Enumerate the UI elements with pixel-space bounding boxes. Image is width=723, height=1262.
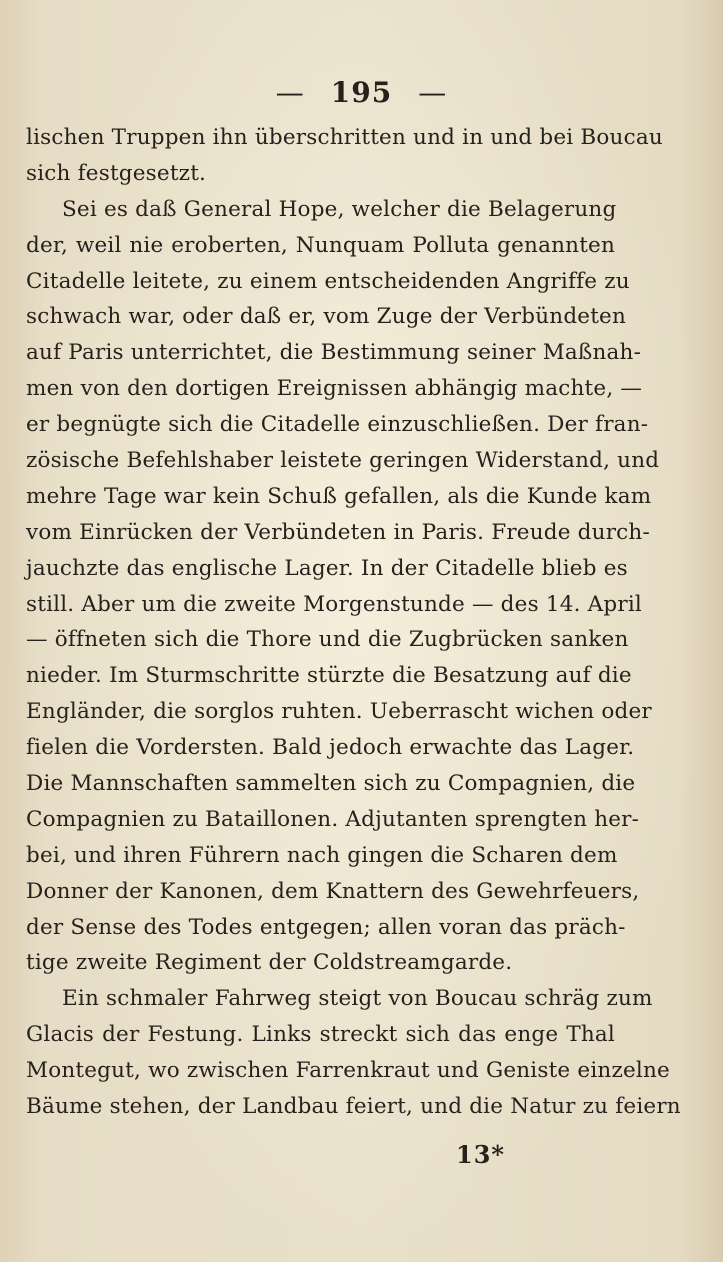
text-line: still. Aber um die zweite Morgenstunde — des 14. April (26, 591, 642, 617)
text-line: zösische Befehlshaber leistete geringen Widerstand, und (26, 448, 660, 474)
text-line: bei, und ihren Führern nach gingen die Scharen dem (26, 842, 618, 868)
page-header (0, 76, 723, 109)
text-line: Compagnien zu Bataillonen. Adjutanten sprengten her- (26, 806, 640, 832)
text-line: Glacis der Festung. Links streckt sich das enge Thal (26, 1022, 615, 1048)
text-line: nieder. Im Sturmschritte stürzte die Besatzung auf die (26, 663, 632, 689)
text-line: der Sense des Todes entgegen; allen voran das präch- (26, 914, 626, 940)
page-number: 195 (330, 76, 393, 109)
text-line: vom Einrücken der Verbündeten in Paris. Freude durch- (26, 519, 650, 545)
text-line: tige zweite Regiment der Coldstreamgarde. (26, 950, 513, 976)
text-line: Montegut, wo zwischen Farrenkraut und Geniste einzelne (26, 1058, 670, 1084)
text-line: mehre Tage war kein Schuß gefallen, als die Kunde kam (26, 483, 652, 509)
body-text (26, 120, 681, 1125)
text-line: lischen Truppen ihn überschritten und in und bei Boucau (26, 125, 663, 150)
text-line: jauchzte das englische Lager. In der Citadelle blieb es (26, 555, 628, 581)
text-line: schwach war, oder daß er, vom Zuge der Verbündeten (26, 304, 627, 330)
text-line: Die Mannschaften sammelten sich zu Compagnien, die (26, 771, 636, 797)
text-line: Engländer, die sorglos ruhten. Ueberrascht wichen oder (26, 699, 652, 725)
header-dash-left: — (275, 76, 305, 109)
text-line: der, weil nie eroberten, Nunquam Polluta genannten (26, 232, 615, 258)
text-line: — öffneten sich die Thore und die Zugbrücken sanken (26, 627, 629, 653)
text-line: sich festgesetzt. (26, 160, 207, 186)
text-line: men von den dortigen Ereignissen abhängig machte, — (26, 376, 643, 402)
text-line: Donner der Kanonen, dem Knattern des Gewehrfeuers, (26, 878, 640, 904)
printer-signature: 13* (456, 1140, 505, 1169)
text-line: Sei es daß General Hope, welcher die Belagerung (62, 196, 617, 222)
text-line: fielen die Vordersten. Bald jedoch erwachte das Lager. (26, 735, 635, 761)
text-line: Citadelle leitete, zu einem entscheidenden Angriffe zu (26, 268, 630, 294)
text-line: auf Paris unterrichtet, die Bestimmung seiner Maßnah- (26, 340, 642, 366)
text-line: Ein schmaler Fahrweg steigt von Boucau schräg zum (62, 986, 653, 1012)
text-line: Bäume stehen, der Landbau feiert, und die Natur zu feiern (26, 1094, 681, 1120)
header-dash-right: — (418, 76, 448, 109)
text-line: er begnügte sich die Citadelle einzuschließen. Der fran- (26, 412, 649, 438)
